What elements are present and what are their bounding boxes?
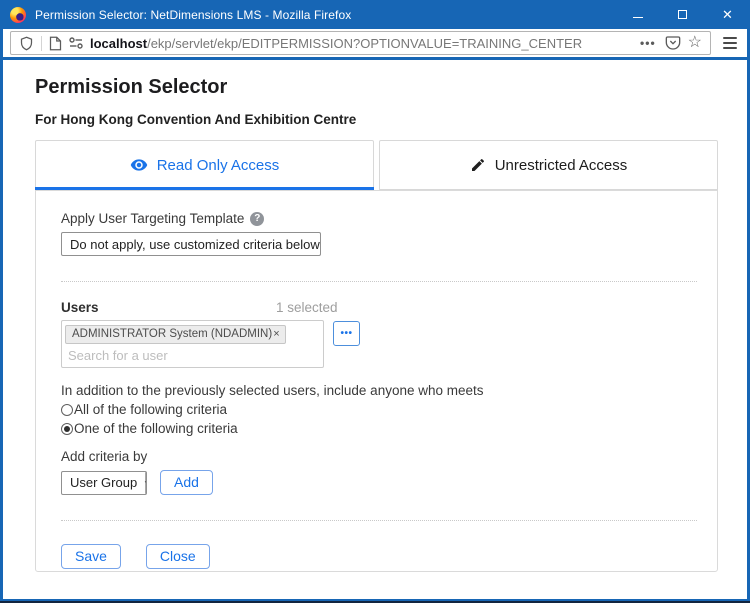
selected-count: 1 selected [276,300,338,315]
window-title: Permission Selector: NetDimensions LMS - Mozilla Firefox [35,7,352,22]
template-select[interactable] [61,232,321,256]
tracking-protection-shield-icon[interactable] [19,36,34,51]
pencil-icon [470,157,486,173]
page-subtitle: For Hong Kong Convention And Exhibition Centre [35,112,357,127]
radio-label: All of the following criteria [74,402,228,417]
menu-icon[interactable] [720,35,740,51]
page-actions-icon[interactable]: ••• [640,36,656,50]
eye-icon [130,156,148,174]
maximize-icon [678,10,687,19]
criteria-type-select[interactable] [61,471,147,495]
tab-label: Read Only Access [156,156,280,174]
save-button[interactable]: Save [61,544,121,569]
criteria-intro: In addition to the previously selected users, include anyone who meets [61,383,484,398]
chevron-down-icon [145,477,147,485]
bookmark-star-icon[interactable]: ☆ [687,34,702,51]
help-icon[interactable]: ? [250,212,264,226]
template-select-value: Do not apply, use customized criteria below [70,236,320,252]
add-criteria-row [61,464,697,495]
radio-one-criteria[interactable] [61,421,697,436]
window-frame-bottom [0,599,750,603]
minimize-icon [633,17,643,18]
add-button[interactable]: Add [160,470,213,495]
page-info-icon[interactable] [49,36,62,51]
more-users-button[interactable]: ••• [333,321,360,346]
permission-tabs [35,140,718,190]
template-label-row [61,211,697,226]
tab-label: Unrestricted Access [494,156,628,174]
close-button[interactable]: ✕ [722,6,733,22]
users-label: Users [61,300,99,315]
add-criteria-by-label: Add criteria by [61,449,148,464]
template-label: Apply User Targeting Template [61,211,245,226]
title-bar [0,0,750,29]
firefox-icon [10,7,26,23]
dotted-divider [61,281,697,282]
footer-buttons [61,544,697,569]
urlbar-separator [41,36,42,51]
navigation-toolbar [3,29,747,57]
maximize-button[interactable] [660,0,705,29]
users-row [61,320,697,368]
selected-user-chip [65,325,286,344]
select-arrow [145,472,147,494]
users-header [61,300,697,315]
chip-remove-icon[interactable]: × [273,328,280,340]
permissions-icon[interactable] [69,37,83,49]
tab-read-only-access[interactable] [35,140,374,190]
chip-label: ADMINISTRATOR System (NDADMIN) [72,328,273,340]
tab-unrestricted-access[interactable] [379,140,718,190]
radio-icon [61,404,73,416]
page-title: Permission Selector [35,76,228,98]
dotted-divider [61,520,697,521]
radio-label: One of the following criteria [74,421,238,436]
radio-icon [61,423,73,435]
url-host: localhost [90,35,148,51]
minimize-button[interactable] [615,0,660,29]
pocket-icon[interactable] [665,35,681,51]
close-button[interactable]: Close [146,544,210,569]
user-search-input[interactable] [65,344,320,365]
criteria-type-value: User Group [70,475,138,490]
url-text[interactable] [90,36,631,51]
url-path: /ekp/servlet/ekp/EDITPERMISSION?OPTIONVALUE=TRAINING_CENTER [147,35,583,51]
users-multiselect[interactable] [61,320,324,368]
read-only-access-panel [35,190,718,572]
page-content [3,60,747,599]
url-bar[interactable] [10,31,711,55]
radio-all-criteria[interactable] [61,402,697,417]
